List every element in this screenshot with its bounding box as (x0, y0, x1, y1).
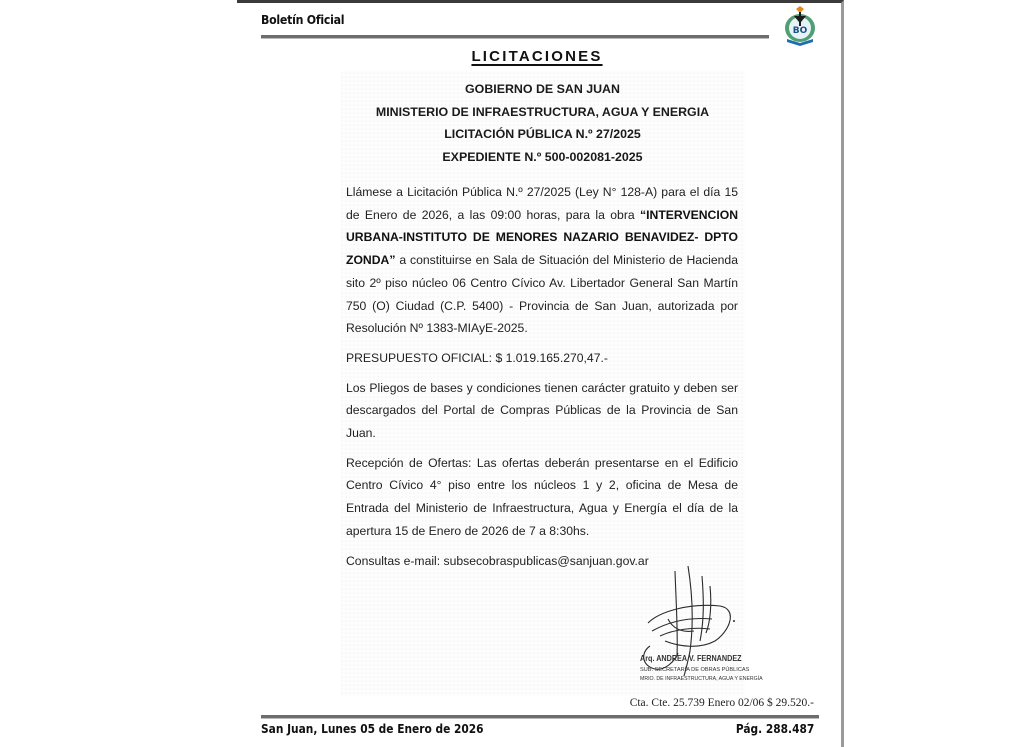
header-divider (261, 35, 769, 39)
publication-title: Boletín Oficial (261, 12, 345, 27)
section-title: LICITACIONES (471, 48, 603, 65)
boletin-oficial-logo-icon (782, 6, 818, 46)
footer-divider (261, 715, 819, 719)
call-details: a constituirse en Sala de Situación del Ministerio de Hacienda sito 2º piso núcleo 06 Centro Cívico Av. Libertador General San Martín 750 (O) Ciudad (C.P. 5400) - Provincia de San Juan, autorizada por Resolución Nº 1383-MIAyE-2025. (346, 253, 738, 336)
notice-headings (340, 78, 745, 168)
signatory-name: Arq. ANDREA V. FERNANDEZ (640, 653, 742, 663)
signatory-title: SUB. SECRETARÍA DE OBRAS PÚBLICAS (640, 667, 750, 673)
offers-reception-paragraph: Recepción de Ofertas: Las ofertas deberán presentarse en el Edificio Centro Cívico 4° piso entre los núcleos 1 y 2, oficina de Mesa de Entrada del Ministerio de Infraestructura, Agua y Energía el día de la apertura 15 de Enero de 2026 de 7 a 8:30hs. (346, 455, 738, 538)
signatory-organization: MRIO. DE INFRAESTRUCTURA, AGUA Y ENERGÍA (640, 676, 763, 682)
pliegos-paragraph: Los Pliegos de bases y condiciones tienen carácter gratuito y deben ser descargados del Portal de Compras Públicas de la Provincia de San Juan. (346, 380, 738, 441)
call-intro: Llámese a Licitación Pública N.º 27/2025 (Ley N° 128-A) para el día 15 de Enero de 2026, a las 09:00 horas, para la obra (346, 185, 738, 222)
heading-ministry: MINISTERIO DE INFRAESTRUCTURA, AGUA Y ENERGIA (375, 104, 710, 119)
logo-text: BO (792, 26, 808, 36)
notice-body (346, 181, 738, 579)
heading-tender-number: LICITACIÓN PÚBLICA N.º 27/2025 (444, 127, 641, 141)
call-paragraph (346, 181, 738, 340)
official-budget: PRESUPUESTO OFICIAL: $ 1.019.165.270,47.- (346, 350, 608, 365)
page-number: Pág. 288.487 (735, 721, 814, 736)
heading-file-number: EXPEDIENTE N.º 500-002081-2025 (442, 149, 643, 164)
billing-reference: Cta. Cte. 25.739 Enero 02/06 $ 29.520.- (629, 697, 814, 709)
scanned-notice (340, 71, 763, 696)
heading-government: GOBIERNO DE SAN JUAN (465, 82, 620, 96)
publication-date: San Juan, Lunes 05 de Enero de 2026 (261, 721, 484, 736)
bulletin-page (237, 0, 844, 747)
work-title: “INTERVENCION URBANA-INSTITUTO DE MENORES NAZARIO BENAVIDEZ- DPTO ZONDA” (346, 207, 738, 268)
contact-email: Consultas e-mail: subsecobraspublicas@sanjuan.gov.ar (346, 553, 649, 568)
